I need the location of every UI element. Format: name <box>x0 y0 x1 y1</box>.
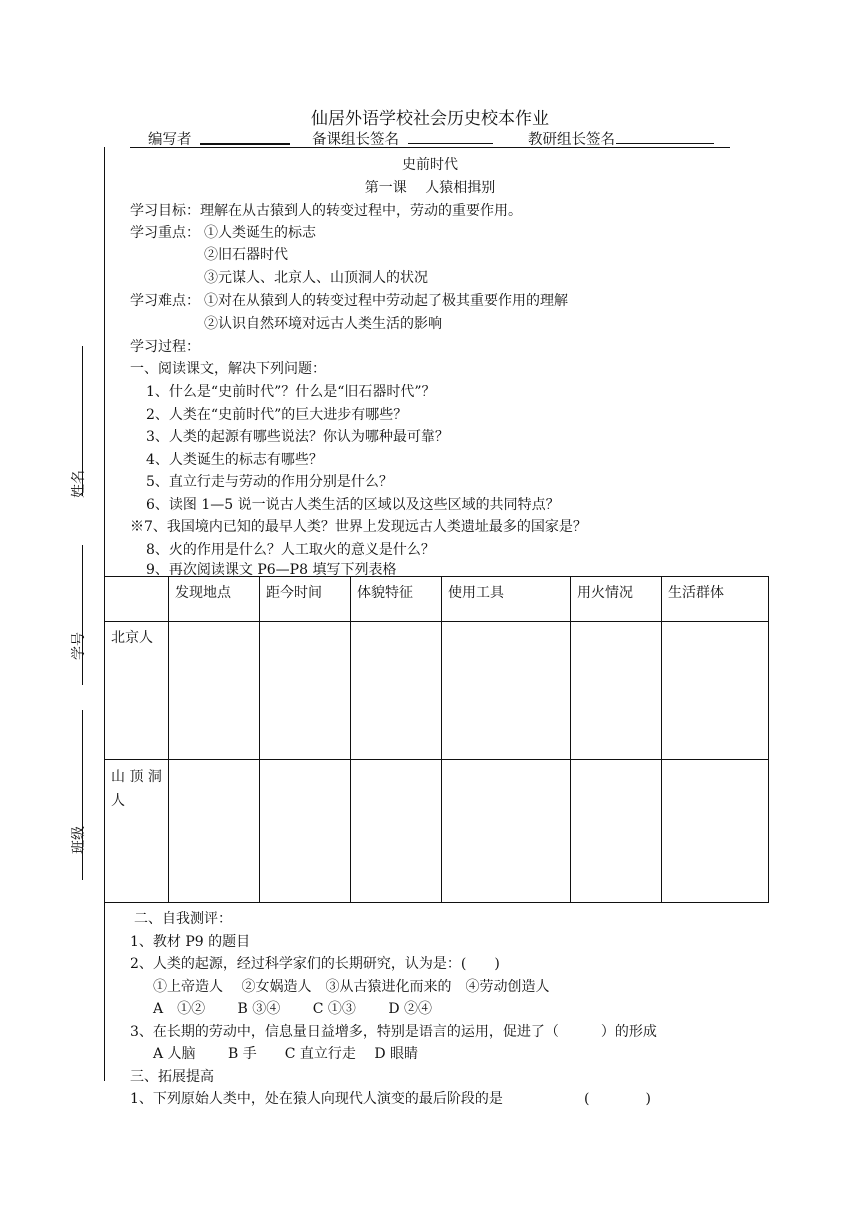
table-cell[interactable] <box>442 760 571 903</box>
question-3: 3、人类的起源有哪些说法？你认为哪种最可靠？ <box>146 429 449 445</box>
extension-q1: 1、下列原始人类中，处在猿人向现代人演变的最后阶段的是 <box>130 1091 503 1107</box>
question-7: ※7、我国境内已知的最早人类？世界上发现远古人类遗址最多的国家是？ <box>130 519 587 535</box>
question-1: 1、什么是“史前时代”？什么是“旧石器时代”？ <box>146 384 436 400</box>
table-header-cell: 使用工具 <box>442 577 571 622</box>
self-test-q2-items: ①上帝造人 ②女娲造人 ③从古猿进化而来的 ④劳动创造人 <box>153 979 550 995</box>
document-title: 仙居外语学校社会历史校本作业 <box>311 109 549 129</box>
key-points-label: 学习重点： <box>130 225 200 241</box>
header-rule <box>130 147 730 148</box>
table-cell[interactable] <box>169 760 260 903</box>
table-cell[interactable] <box>260 760 351 903</box>
table-cell[interactable] <box>571 622 662 760</box>
table-cell[interactable] <box>260 622 351 760</box>
writer-blank[interactable] <box>200 129 290 144</box>
table-header-cell: 距今时间 <box>260 577 351 622</box>
prep-leader-label: 备课组长签名 <box>312 132 399 148</box>
learning-process-label: 学习过程： <box>130 339 200 355</box>
section2-heading: 二、自我测评： <box>134 911 232 927</box>
id-label: 学号 <box>71 632 87 660</box>
learning-goal: 学习目标：理解在从古猿到人的转变过程中，劳动的重要作用。 <box>130 203 522 219</box>
table-cell[interactable] <box>351 622 442 760</box>
key-point-1: ①人类诞生的标志 <box>204 225 316 241</box>
question-8: 8、火的作用是什么？人工取火的意义是什么？ <box>146 542 435 558</box>
table-cell[interactable] <box>662 760 769 903</box>
lesson-title: 第一课 人猿相揖别 <box>364 180 496 196</box>
writer-label: 编写者 <box>148 132 192 148</box>
self-test-q2-choices: A ①② B ③④ C ①③ D ②④ <box>153 1001 433 1017</box>
difficult-points-label: 学习难点： <box>130 293 200 309</box>
self-test-q1: 1、教材 P9 的题目 <box>130 934 251 950</box>
self-test-q2: 2、人类的起源，经过科学家们的长期研究，认为是：( ) <box>130 956 500 972</box>
name-label: 姓名 <box>71 470 87 498</box>
table-header-cell: 生活群体 <box>662 577 769 622</box>
difficult-point-2: ②认识自然环境对远古人类生活的影响 <box>204 316 442 332</box>
unit-title: 史前时代 <box>402 157 458 173</box>
row-label-beijing-man: 北京人 <box>105 622 169 760</box>
key-point-3: ③元谋人、北京人、山顶洞人的状况 <box>204 270 428 286</box>
table-cell[interactable] <box>662 622 769 760</box>
question-4: 4、人类诞生的标志有哪些？ <box>146 452 323 468</box>
self-test-q3: 3、在长期的劳动中，信息量日益增多，特别是语言的运用，促进了（ ）的形成 <box>130 1024 657 1040</box>
table-cell[interactable] <box>571 760 662 903</box>
self-test-q3-choices: A 人脑 B 手 C 直立行走 D 眼睛 <box>153 1046 419 1062</box>
row-label-upper-cave-man: 山 顶 洞 人 <box>105 760 169 903</box>
table-header-cell: 发现地点 <box>169 577 260 622</box>
table-header-cell: 用火情况 <box>571 577 662 622</box>
table-header-cell: 体貌特征 <box>351 577 442 622</box>
table-cell[interactable] <box>169 622 260 760</box>
difficult-point-1: ①对在从猿到人的转变过程中劳动起了极其重要作用的理解 <box>204 293 568 309</box>
id-blank[interactable] <box>82 545 83 685</box>
comparison-table <box>104 576 769 903</box>
question-2: 2、人类在“史前时代”的巨大进步有哪些？ <box>146 407 408 423</box>
table-cell[interactable] <box>442 622 571 760</box>
table-header-row <box>105 577 769 622</box>
key-point-2: ②旧石器时代 <box>204 247 288 263</box>
research-leader-label: 教研组长签名 <box>528 132 615 148</box>
table-row <box>105 622 769 760</box>
table-cell[interactable] <box>351 760 442 903</box>
table-row <box>105 760 769 903</box>
question-9: 9、再次阅读课文 P6—P8 填写下列表格 <box>146 562 397 578</box>
extension-q1-blank[interactable]: ( ) <box>584 1091 651 1107</box>
section1-heading: 一、阅读课文，解决下列问题： <box>130 361 326 377</box>
class-blank[interactable] <box>82 710 83 880</box>
question-6: 6、读图 1—5 说一说古人类生活的区域以及这些区域的共同特点？ <box>146 497 560 513</box>
question-5: 5、直立行走与劳动的作用分别是什么？ <box>146 474 393 490</box>
section3-heading: 三、拓展提高 <box>130 1069 214 1085</box>
class-label: 班级 <box>71 826 87 854</box>
table-header-corner <box>105 577 169 622</box>
